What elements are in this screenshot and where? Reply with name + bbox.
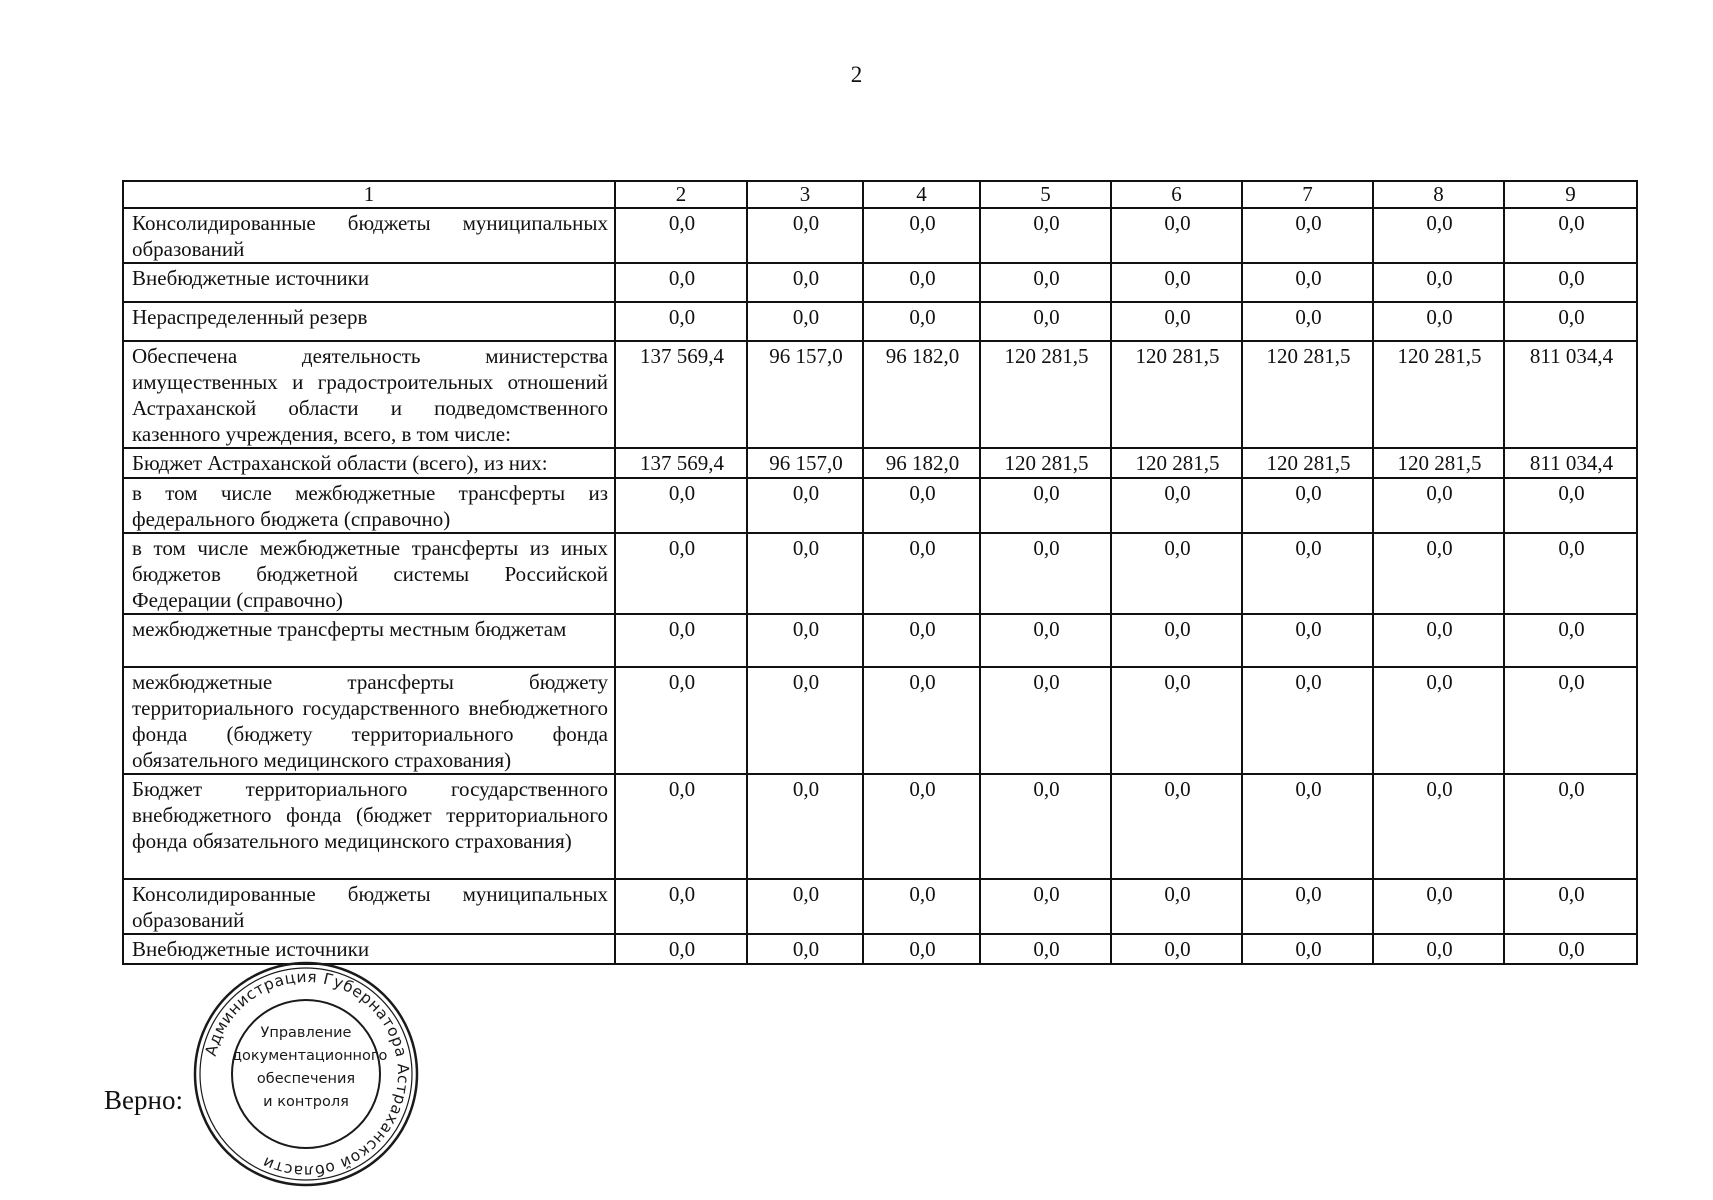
value-cell: 0,0	[1242, 533, 1373, 614]
value-cell: 0,0	[980, 208, 1111, 263]
row-label: межбюджетные трансферты местным бюджетам	[123, 614, 615, 667]
value-cell: 0,0	[1111, 879, 1242, 934]
value-cell: 0,0	[747, 302, 863, 341]
value-cell: 0,0	[615, 934, 747, 964]
stamp-line: и контроля	[263, 1094, 349, 1110]
row-label: межбюджетные трансферты бюджету территориального государственного внебюджетного фонда (бюджету территориального фонда обязательного медицинского страхования)	[123, 667, 615, 774]
value-cell: 0,0	[747, 934, 863, 964]
page-number: 2	[850, 62, 863, 87]
value-cell: 0,0	[863, 774, 980, 879]
value-cell: 0,0	[1242, 478, 1373, 533]
table-row	[123, 667, 1637, 774]
value-cell: 0,0	[1504, 263, 1637, 302]
value-cell: 0,0	[615, 478, 747, 533]
value-cell: 0,0	[1242, 667, 1373, 774]
table-row	[123, 208, 1637, 263]
stamp-line: документационного	[232, 1048, 388, 1064]
value-cell: 120 281,5	[980, 341, 1111, 448]
value-cell: 0,0	[1373, 614, 1504, 667]
value-cell: 0,0	[615, 302, 747, 341]
header-cell: 7	[1242, 181, 1373, 208]
value-cell: 0,0	[615, 879, 747, 934]
value-cell: 0,0	[1111, 934, 1242, 964]
value-cell: 0,0	[980, 478, 1111, 533]
value-cell: 0,0	[1242, 879, 1373, 934]
value-cell: 0,0	[615, 774, 747, 879]
header-cell: 4	[863, 181, 980, 208]
row-label: Нераспределенный резерв	[123, 302, 615, 341]
value-cell: 811 034,4	[1504, 341, 1637, 448]
value-cell: 0,0	[747, 614, 863, 667]
header-cell: 9	[1504, 181, 1637, 208]
row-label: Бюджет территориального государственного внебюджетного фонда (бюджет территориального фонда обязательного медицинского страхования)	[123, 774, 615, 879]
value-cell: 0,0	[1373, 208, 1504, 263]
value-cell: 0,0	[863, 263, 980, 302]
value-cell: 0,0	[1242, 774, 1373, 879]
official-stamp	[192, 960, 420, 1188]
value-cell: 0,0	[863, 478, 980, 533]
row-label: Консолидированные бюджеты муниципальных образований	[123, 879, 615, 934]
header-cell: 6	[1111, 181, 1242, 208]
value-cell: 0,0	[615, 533, 747, 614]
value-cell: 0,0	[1111, 667, 1242, 774]
value-cell: 0,0	[1111, 302, 1242, 341]
value-cell: 0,0	[980, 879, 1111, 934]
header-cell: 5	[980, 181, 1111, 208]
value-cell: 137 569,4	[615, 448, 747, 478]
value-cell: 120 281,5	[980, 448, 1111, 478]
value-cell: 120 281,5	[1242, 341, 1373, 448]
verified-label: Верно:	[104, 1085, 183, 1115]
value-cell: 0,0	[1111, 614, 1242, 667]
value-cell: 0,0	[1504, 934, 1637, 964]
value-cell: 0,0	[747, 263, 863, 302]
table-row	[123, 341, 1637, 448]
row-label: Обеспечена деятельность министерства имущественных и градостроительных отношений Астраханской области и подведомственного казенного учреждения, всего, в том числе:	[123, 341, 615, 448]
value-cell: 0,0	[615, 208, 747, 263]
table-body	[123, 208, 1637, 964]
header-cell: 1	[123, 181, 615, 208]
value-cell: 0,0	[1504, 302, 1637, 341]
table-row	[123, 448, 1637, 478]
row-label: Консолидированные бюджеты муниципальных образований	[123, 208, 615, 263]
value-cell: 0,0	[1504, 533, 1637, 614]
value-cell: 0,0	[980, 934, 1111, 964]
value-cell: 0,0	[615, 667, 747, 774]
value-cell: 0,0	[980, 774, 1111, 879]
value-cell: 0,0	[1504, 478, 1637, 533]
value-cell: 0,0	[1242, 208, 1373, 263]
value-cell: 120 281,5	[1242, 448, 1373, 478]
value-cell: 0,0	[615, 263, 747, 302]
value-cell: 0,0	[747, 478, 863, 533]
value-cell: 0,0	[1111, 208, 1242, 263]
value-cell: 120 281,5	[1111, 341, 1242, 448]
header-cell: 2	[615, 181, 747, 208]
value-cell: 0,0	[1373, 302, 1504, 341]
value-cell: 0,0	[747, 879, 863, 934]
stamp-inner-text	[232, 1022, 388, 1114]
row-label: Внебюджетные источники	[123, 263, 615, 302]
value-cell: 0,0	[863, 614, 980, 667]
value-cell: 0,0	[1373, 478, 1504, 533]
value-cell: 0,0	[747, 774, 863, 879]
value-cell: 0,0	[1111, 478, 1242, 533]
value-cell: 0,0	[1373, 879, 1504, 934]
value-cell: 120 281,5	[1111, 448, 1242, 478]
value-cell: 137 569,4	[615, 341, 747, 448]
table-row	[123, 774, 1637, 879]
value-cell: 0,0	[1111, 774, 1242, 879]
value-cell: 811 034,4	[1504, 448, 1637, 478]
value-cell: 0,0	[615, 614, 747, 667]
value-cell: 0,0	[1373, 533, 1504, 614]
value-cell: 96 182,0	[863, 341, 980, 448]
row-label: в том числе межбюджетные трансферты из федерального бюджета (справочно)	[123, 478, 615, 533]
table-row	[123, 302, 1637, 341]
value-cell: 0,0	[980, 533, 1111, 614]
value-cell: 0,0	[863, 879, 980, 934]
value-cell: 96 157,0	[747, 448, 863, 478]
value-cell: 120 281,5	[1373, 341, 1504, 448]
value-cell: 96 157,0	[747, 341, 863, 448]
value-cell: 0,0	[980, 263, 1111, 302]
value-cell: 0,0	[863, 934, 980, 964]
table-row	[123, 263, 1637, 302]
value-cell: 0,0	[1504, 879, 1637, 934]
value-cell: 0,0	[747, 667, 863, 774]
value-cell: 0,0	[1111, 263, 1242, 302]
value-cell: 0,0	[1504, 667, 1637, 774]
budget-table	[122, 180, 1638, 965]
header-cell: 3	[747, 181, 863, 208]
row-label: Внебюджетные источники	[123, 934, 615, 964]
value-cell: 0,0	[980, 667, 1111, 774]
value-cell: 0,0	[747, 208, 863, 263]
stamp-line: Управление	[260, 1025, 352, 1041]
header-row	[123, 181, 1637, 208]
value-cell: 0,0	[1242, 614, 1373, 667]
value-cell: 0,0	[1111, 533, 1242, 614]
value-cell: 0,0	[747, 533, 863, 614]
value-cell: 0,0	[1504, 774, 1637, 879]
table-row	[123, 533, 1637, 614]
value-cell: 0,0	[1373, 667, 1504, 774]
value-cell: 120 281,5	[1373, 448, 1504, 478]
value-cell: 0,0	[980, 614, 1111, 667]
value-cell: 0,0	[863, 533, 980, 614]
value-cell: 0,0	[1242, 934, 1373, 964]
row-label: Бюджет Астраханской области (всего), из них:	[123, 448, 615, 478]
value-cell: 0,0	[863, 302, 980, 341]
value-cell: 0,0	[1373, 934, 1504, 964]
table-row	[123, 614, 1637, 667]
header-cell: 8	[1373, 181, 1504, 208]
value-cell: 0,0	[1242, 263, 1373, 302]
value-cell: 0,0	[1242, 302, 1373, 341]
value-cell: 0,0	[1504, 614, 1637, 667]
stamp-ring-text: Администрация Губернатора Астраханской области	[201, 967, 413, 1181]
value-cell: 0,0	[1373, 263, 1504, 302]
value-cell: 96 182,0	[863, 448, 980, 478]
value-cell: 0,0	[863, 208, 980, 263]
stamp-line: обеспечения	[256, 1071, 356, 1087]
table-row	[123, 879, 1637, 934]
table-row	[123, 478, 1637, 533]
value-cell: 0,0	[863, 667, 980, 774]
value-cell: 0,0	[1504, 208, 1637, 263]
row-label: в том числе межбюджетные трансферты из иных бюджетов бюджетной системы Российской Федерации (справочно)	[123, 533, 615, 614]
value-cell: 0,0	[1373, 774, 1504, 879]
value-cell: 0,0	[980, 302, 1111, 341]
